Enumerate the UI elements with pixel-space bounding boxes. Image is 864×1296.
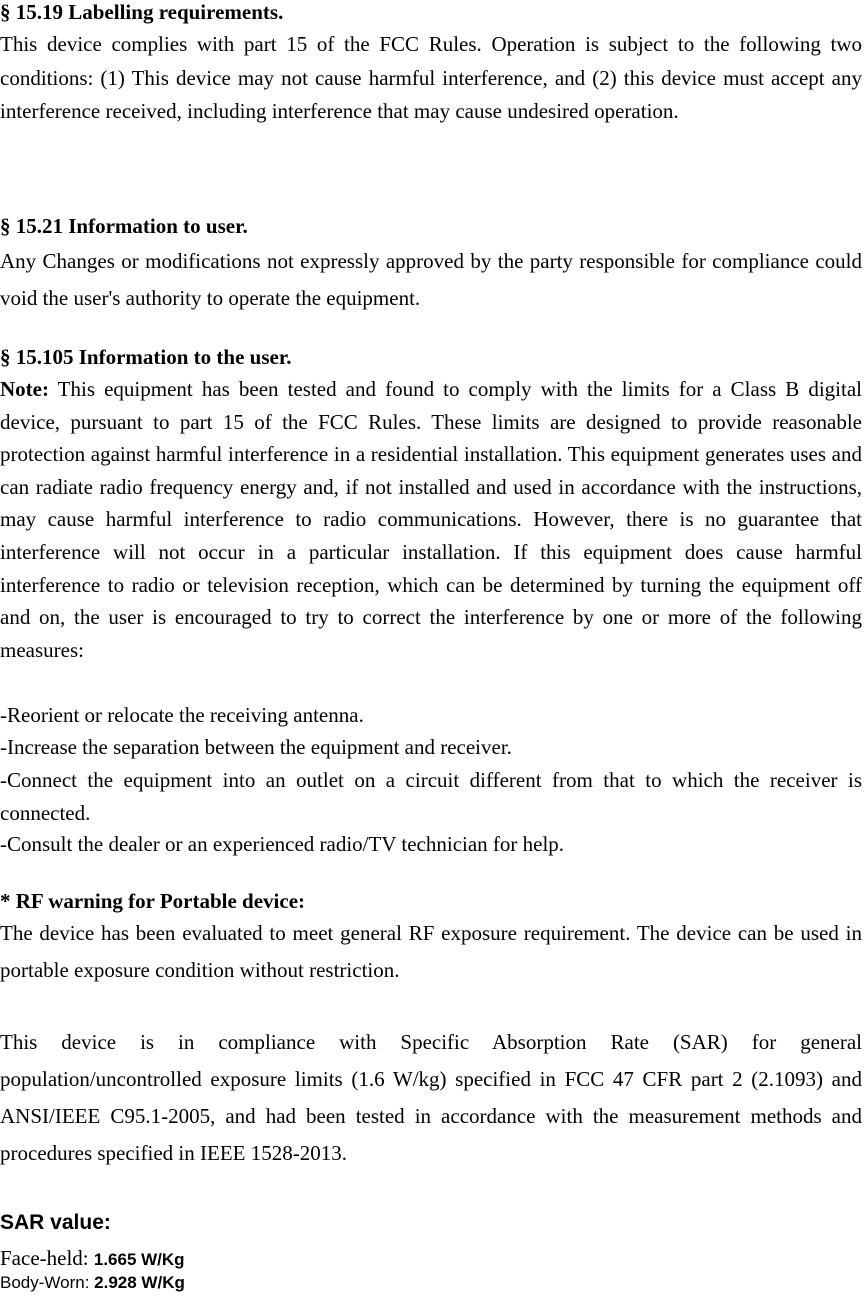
note-label: Note: [0,377,49,401]
rf-warning-body: The device has been evaluated to meet general RF exposure requirement. The device can be used in portable exposure condition without restriction. [0,921,862,982]
section-15-21-body: Any Changes or modifications not expressly approved by the party responsible for compliance could void the user's authority to operate the equipment. [0,249,862,310]
measure-item: -Connect the equipment into an outlet on a circuit different from that to which the receiver is connected. [0,768,862,825]
face-held-label: Face-held: [0,1246,94,1270]
section-15-19-body: This device complies with part 15 of the FCC Rules. Operation is subject to the following two conditions: (1) This device may not cause harmful interference, and (2) this device must accept any interference received, including interference that may cause undesired operation. [0,32,862,123]
section-15-21-heading: § 15.21 Information to user. [0,214,248,238]
note-text: This equipment has been tested and found to comply with the limits for a Class B digital device, pursuant to part 15 of the FCC Rules. These limits are designed to provide reasonable protection against harmful interference in a residential installation. This equipment generates uses and can radiate radio frequency energy and, if not installed and used in accordance with the instructions, may cause harmful interference to radio communications. However, there is no guarantee that interference will not occur in a particular installation. If this equipment does cause harmful interference to radio or television reception, which can be determined by turning the equipment off and on, the user is encouraged to try to correct the interference by one or more of the following measures: [0,377,862,662]
section-15-19-heading: § 15.19 Labelling requirements. [0,0,284,24]
sar-face-held-row [0,1246,185,1272]
measure-item: -Increase the separation between the equipment and receiver. [0,735,512,759]
rf-warning-heading: * RF warning for Portable device: [0,889,306,913]
sar-body-worn-row [0,1271,185,1295]
face-held-value: 1.665 W/Kg [93,1250,185,1269]
body-worn-value: 2.928 W/Kg [94,1273,185,1292]
measure-item: -Consult the dealer or an experienced radio/TV technician for help. [0,832,565,856]
measure-item: -Reorient or relocate the receiving antenna. [0,703,364,727]
sar-compliance-body: This device is in compliance with Specific Absorption Rate (SAR) for general population/uncontrolled exposure limits (1.6 W/kg) specified in FCC 47 CFR part 2 (2.1093) and ANSI/IEEE C95.1-2005, and had been tested in accordance with the measurement methods and procedures specified in IEEE 1528-2013. [0,1030,862,1165]
section-15-105-heading: § 15.105 Information to the user. [0,345,292,369]
section-15-105-body [0,373,862,666]
sar-value-title: SAR value: [0,1211,111,1234]
body-worn-label: Body-Worn: [0,1273,95,1292]
